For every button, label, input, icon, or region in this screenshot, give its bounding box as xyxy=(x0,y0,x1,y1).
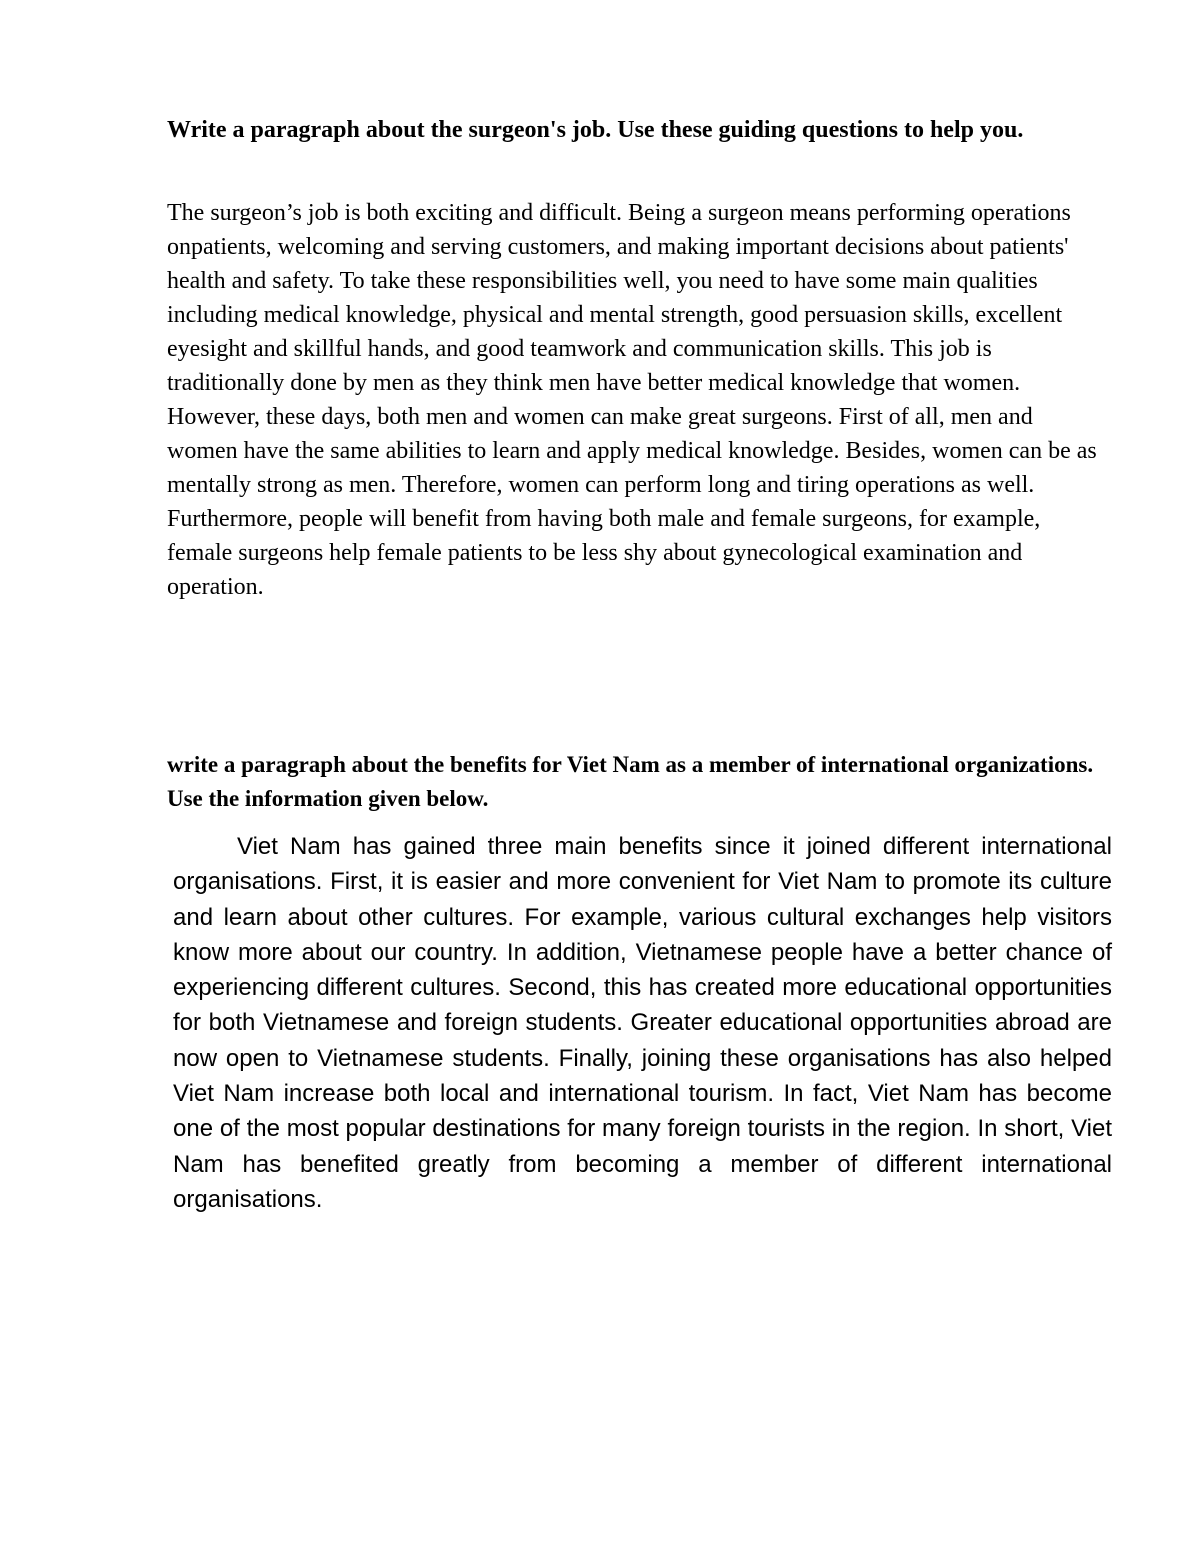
vietnam-task-heading: write a paragraph about the benefits for Viet Nam as a member of international organizations. Use the information given below. xyxy=(167,752,1094,811)
surgeon-task-heading: Write a paragraph about the surgeon's job. Use these guiding questions to help you. xyxy=(167,117,1024,143)
vietnam-paragraph: Viet Nam has gained three main benefits since it joined different international organisations. First, it is easier and more convenient for Viet Nam to promote its culture and learn about other cultures. For example, various cultural exchanges help visitors know more about our country. In addition, Vietnamese people have a better chance of experiencing different cultures. Second, this has created more educational opportunities for both Vietnamese and foreign students. Greater educational opportunities abroad are now open to Vietnamese students. Finally, joining these organisations has also helped Viet Nam increase both local and international tourism. In fact, Viet Nam has become one of the most popular destinations for many foreign tourists in the region. In short, Viet Nam has benefited greatly from becoming a member of different international organisations. xyxy=(173,833,1112,1213)
surgeon-paragraph: The surgeon’s job is both exciting and difficult. Being a surgeon means performing operations onpatients, welcoming and serving customers, and making important decisions about patients' health and safety. To take these responsibilities well, you need to have some main qualities including medical knowledge, physical and mental strength, good persuasion skills, excellent eyesight and skillful hands, and good teamwork and communication skills. This job is traditionally done by men as they think men have better medical knowledge that women. However, these days, both men and women can make great surgeons. First of all, men and women have the same abilities to learn and apply medical knowledge. Besides, women can be as mentally strong as men. Therefore, women can perform long and tiring operations as well. Furthermore, people will benefit from having both male and female surgeons, for example, female surgeons help female patients to be less shy about gynecological examination and operation. xyxy=(167,200,1097,600)
